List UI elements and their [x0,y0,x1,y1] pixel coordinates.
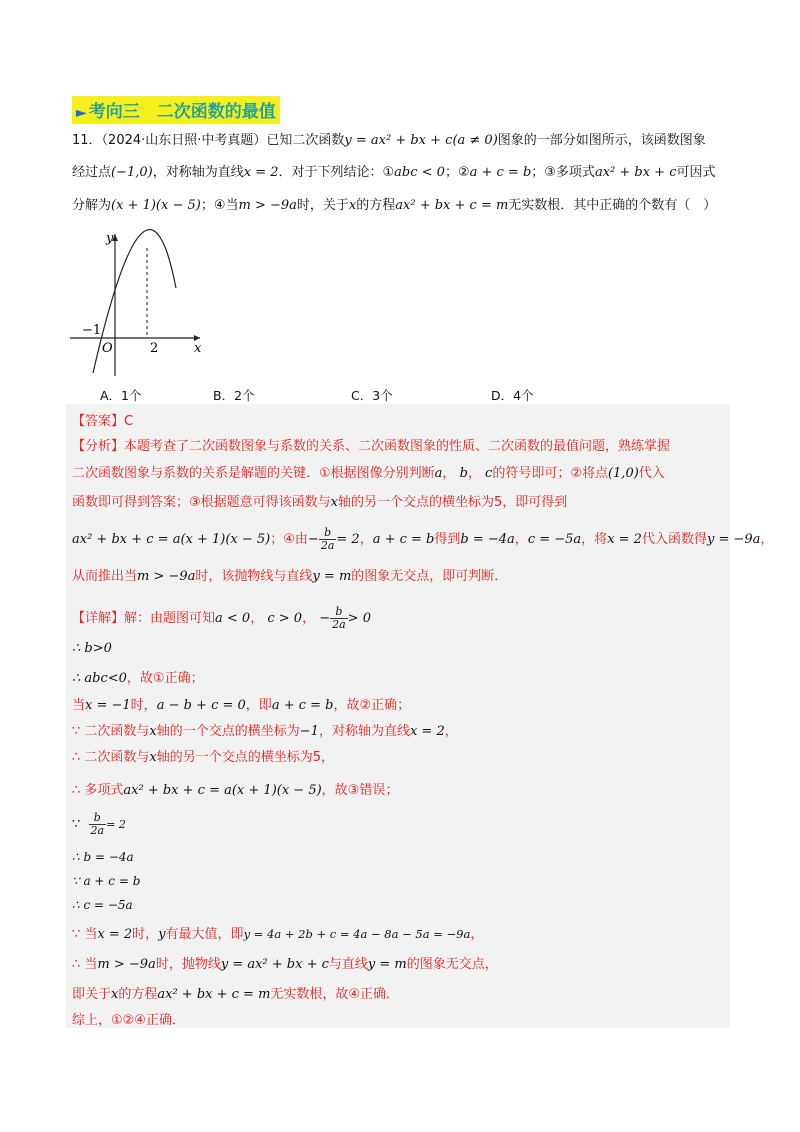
step-6: ∴ 多项式ax² + bx + c = a(x + 1)(x − 5)，故③错误； [72,783,399,798]
option-a[interactable]: A．1个 [100,388,142,403]
analysis-line-5: 从而推出当m > −9a时，该抛物线与直线y = m的图象无交点，即可判断． [72,569,508,584]
step-13: 即关于x的方程ax² + bx + c = m无实数根，故④正确． [72,987,400,1002]
step-5: ∴ 二次函数与x轴的另一个交点的横坐标为5， [72,750,335,765]
step-11: ∵ 当x = 2时，y有最大值，即y = 4a + 2b + c = 4a − 8a − 5a = −9a， [72,927,484,942]
detail-head: 【详解】解：由题图可知a < 0， c > 0， − $\frac{b}{2a}$ > 0 [72,605,371,631]
answer-head: 【答案】C [72,414,134,429]
step-8: ∴ b = −4a [72,850,134,864]
step-10: ∴ c = −5a [72,898,133,912]
parabola-graph [70,228,210,378]
step-3: 当x = −1时，a − b + c = 0，即a + c = b，故②正确； [72,698,411,713]
step-14: 综上，①②④正确． [72,1013,185,1028]
analysis-line-2: 二次函数图象与系数的关系是解题的关键．①根据图像分别判断a， b， c的符号即可；②将点(1,0)代入 [72,466,665,481]
step-1: ∴ b>0 [72,641,112,656]
analysis-line-3: 函数即可得到答案；③根据题意可得该函数与x轴的另一个交点的横坐标为5，即可得到 [72,495,568,510]
option-c[interactable]: C．3个 [351,388,393,403]
step-9: ∵ a + c = b [72,874,141,888]
two-label: 2 [150,341,159,356]
step-4: ∵ 二次函数与x轴的一个交点的横坐标为−1，对称轴为直线x = 2， [72,724,458,739]
option-b[interactable]: B．2个 [213,388,255,403]
analysis-line-1: 【分析】本题考查了二次函数图象与系数的关系、二次函数图象的性质、二次函数的最值问题，熟练掌握 [72,439,671,454]
analysis-line-4: ax² + bx + c = a(x + 1)(x − 5)；④由− $\frac{b}{2a}$ = 2，a + c = b得到b = −4a，c = −5a，将x = 2代入函数得y = −9a， [72,526,774,552]
section-heading [72,96,280,124]
step-7: ∵ $\frac{b}{2a}$ = 2 [72,811,126,837]
step-12: ∴ 当m > −9a时，抛物线y = ax² + bx + c与直线y = m的图象无交点， [72,957,498,972]
section-title-text: 考向三 二次函数的最值 [88,102,276,122]
option-d[interactable]: D．4个 [491,388,534,403]
x-axis-label: x [194,341,202,356]
question-line-2: 经过点(−1,0)，对称轴为直线x = 2．对于下列结论：①abc < 0；②a + c = b；③多项式ax² + bx + c可因式 [72,165,716,180]
question-line-3: 分解为(x + 1)(x − 5)；④当m > −9a时，关于x的方程ax² + bx + c = m无实数根．其中正确的个数有（ ） [72,198,717,213]
step-2: ∴ abc<0，故①正确； [72,671,204,686]
arrow-icon: ► [76,105,87,121]
origin-label: O [102,341,113,356]
y-axis-label: y [106,231,114,246]
neg-one-label: −1 [82,323,102,338]
question-line-1: 11．（2024·山东日照·中考真题）已知二次函数y = ax² + bx + c(a ≠ 0)图象的一部分如图所示，该函数图象 [72,133,706,148]
